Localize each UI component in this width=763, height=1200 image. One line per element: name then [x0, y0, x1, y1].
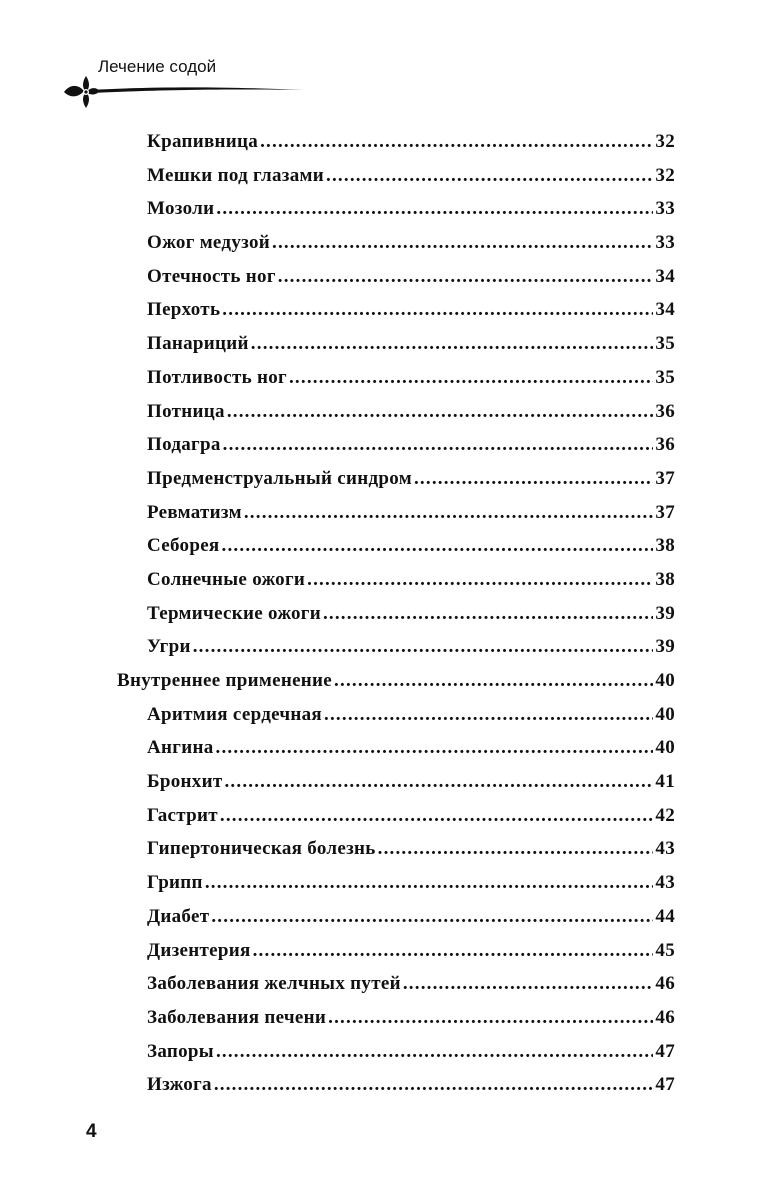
toc-entry-page: 42 — [655, 804, 675, 826]
toc-dot-leader — [403, 973, 654, 995]
toc-entry-title: Предменструальный синдром — [147, 467, 412, 489]
toc-dot-leader — [289, 367, 653, 389]
toc-entry-title: Панариций — [147, 333, 249, 355]
toc-entry — [117, 367, 675, 401]
toc-dot-leader — [222, 299, 653, 321]
toc-entry-title: Внутреннее применение — [117, 670, 333, 691]
toc-entry — [117, 299, 675, 333]
toc-dot-leader — [378, 838, 654, 860]
toc-entry-page: 43 — [655, 872, 675, 894]
toc-entry-page: 34 — [655, 299, 675, 321]
toc-entry-page: 47 — [655, 1040, 675, 1062]
toc-entry — [117, 603, 675, 637]
toc-dot-leader — [223, 434, 654, 456]
toc-dot-leader — [220, 805, 654, 827]
toc-entry-page: 33 — [655, 198, 675, 220]
toc-entry-title: Потливость ног — [147, 366, 287, 388]
running-head — [58, 54, 308, 114]
toc-entry — [117, 333, 675, 367]
toc-dot-leader — [193, 636, 654, 658]
toc-entry-title: Термические ожоги — [147, 602, 321, 624]
toc-entry-title: Заболевания желчных путей — [147, 973, 401, 995]
toc-entry — [117, 737, 675, 771]
toc-entry-page: 36 — [655, 434, 675, 456]
page-number: 4 — [86, 1121, 97, 1142]
toc-entry-title: Мозоли — [147, 198, 215, 220]
toc-entry-page: 38 — [655, 568, 675, 590]
toc-dot-leader — [216, 737, 654, 759]
toc-entry — [117, 973, 675, 1007]
toc-entry — [117, 1041, 675, 1075]
toc-dot-leader — [334, 670, 653, 692]
toc-entry — [117, 266, 675, 300]
toc-dot-leader — [211, 906, 653, 928]
toc-entry-page: 47 — [655, 1074, 675, 1096]
toc-entry — [117, 232, 675, 266]
toc-entry — [117, 165, 675, 199]
toc-dot-leader — [244, 502, 654, 524]
toc-entry-title: Перхоть — [147, 299, 221, 321]
toc-entry-page: 46 — [655, 973, 675, 995]
toc-entry-title: Изжога — [147, 1074, 212, 1096]
toc-entry-title: Себорея — [147, 535, 220, 557]
toc-entry — [117, 535, 675, 569]
toc-entry — [117, 872, 675, 906]
toc-entry-page: 32 — [655, 164, 675, 186]
toc-entry — [117, 838, 675, 872]
toc-entry-title: Бронхит — [147, 771, 223, 793]
toc-entry-page: 41 — [655, 771, 675, 793]
toc-dot-leader — [260, 131, 653, 153]
toc-dot-leader — [253, 940, 654, 962]
toc-entry-title: Дизентерия — [147, 939, 251, 961]
toc-entry — [117, 636, 675, 670]
toc-dot-leader — [251, 333, 654, 355]
toc-section-entry — [117, 670, 675, 704]
toc-entry — [117, 131, 675, 165]
toc-dot-leader — [224, 771, 653, 793]
toc-entry-page: 32 — [655, 131, 675, 152]
toc-entry-page: 43 — [655, 838, 675, 860]
toc-entry — [117, 704, 675, 738]
toc-entry — [117, 1007, 675, 1041]
toc-dot-leader — [227, 401, 654, 423]
toc-dot-leader — [222, 535, 654, 557]
toc-entry-page: 40 — [655, 737, 675, 759]
toc-entry-title: Отечность ног — [147, 265, 276, 287]
toc-dot-leader — [328, 1007, 653, 1029]
toc-dot-leader — [216, 1041, 653, 1063]
toc-entry-page: 33 — [655, 232, 675, 254]
toc-entry-title: Ангина — [147, 737, 214, 759]
toc-entry-page: 44 — [655, 905, 675, 927]
toc-dot-leader — [216, 198, 653, 220]
toc-entry — [117, 198, 675, 232]
toc-entry — [117, 805, 675, 839]
toc-entry-page: 37 — [655, 501, 675, 523]
toc-entry-title: Ревматизм — [147, 501, 242, 523]
toc-entry-title: Грипп — [147, 872, 203, 894]
toc-entry — [117, 771, 675, 805]
toc-entry — [117, 940, 675, 974]
toc-entry — [117, 1074, 675, 1108]
toc-entry-page: 38 — [655, 535, 675, 557]
toc-entry-title: Аритмия сердечная — [147, 703, 323, 725]
toc-entry — [117, 401, 675, 435]
toc-entry-page: 35 — [655, 333, 675, 355]
toc-entry-page: 34 — [655, 265, 675, 287]
toc-entry-page: 37 — [655, 467, 675, 489]
toc-entry-page: 39 — [655, 602, 675, 624]
toc-entry-title: Потница — [147, 400, 225, 422]
toc-entry-title: Заболевания печени — [147, 1006, 327, 1028]
toc-dot-leader — [324, 704, 653, 726]
toc-dot-leader — [414, 468, 653, 490]
toc-entry — [117, 502, 675, 536]
toc-dot-leader — [323, 603, 653, 625]
table-of-contents — [117, 131, 675, 1108]
toc-entry-page: 45 — [655, 939, 675, 961]
toc-entry-page: 36 — [655, 400, 675, 422]
toc-dot-leader — [326, 165, 653, 187]
toc-entry-title: Мешки под глазами — [147, 164, 325, 186]
toc-entry-title: Угри — [147, 636, 191, 658]
toc-entry-title: Гастрит — [147, 804, 218, 826]
toc-entry-page: 40 — [655, 703, 675, 725]
toc-entry-page: 46 — [655, 1006, 675, 1028]
flourish-ornament-icon — [58, 74, 308, 114]
toc-entry-page: 40 — [655, 670, 675, 691]
toc-entry-title: Крапивница — [147, 131, 259, 152]
toc-dot-leader — [278, 266, 654, 288]
toc-entry-title: Солнечные ожоги — [147, 568, 306, 590]
toc-entry — [117, 569, 675, 603]
toc-entry — [117, 906, 675, 940]
toc-entry-title: Гипертоническая болезнь — [147, 838, 376, 860]
toc-entry-title: Запоры — [147, 1040, 214, 1062]
running-head-title: Лечение содой — [98, 57, 217, 76]
toc-entry-title: Ожог медузой — [147, 232, 270, 254]
toc-entry-page: 39 — [655, 636, 675, 658]
toc-entry — [117, 434, 675, 468]
toc-dot-leader — [205, 872, 654, 894]
toc-dot-leader — [214, 1074, 654, 1096]
toc-dot-leader — [307, 569, 653, 591]
toc-entry — [117, 468, 675, 502]
toc-entry-page: 35 — [655, 366, 675, 388]
toc-entry-title: Подагра — [147, 434, 221, 456]
toc-entry-title: Диабет — [147, 905, 210, 927]
toc-dot-leader — [272, 232, 653, 254]
